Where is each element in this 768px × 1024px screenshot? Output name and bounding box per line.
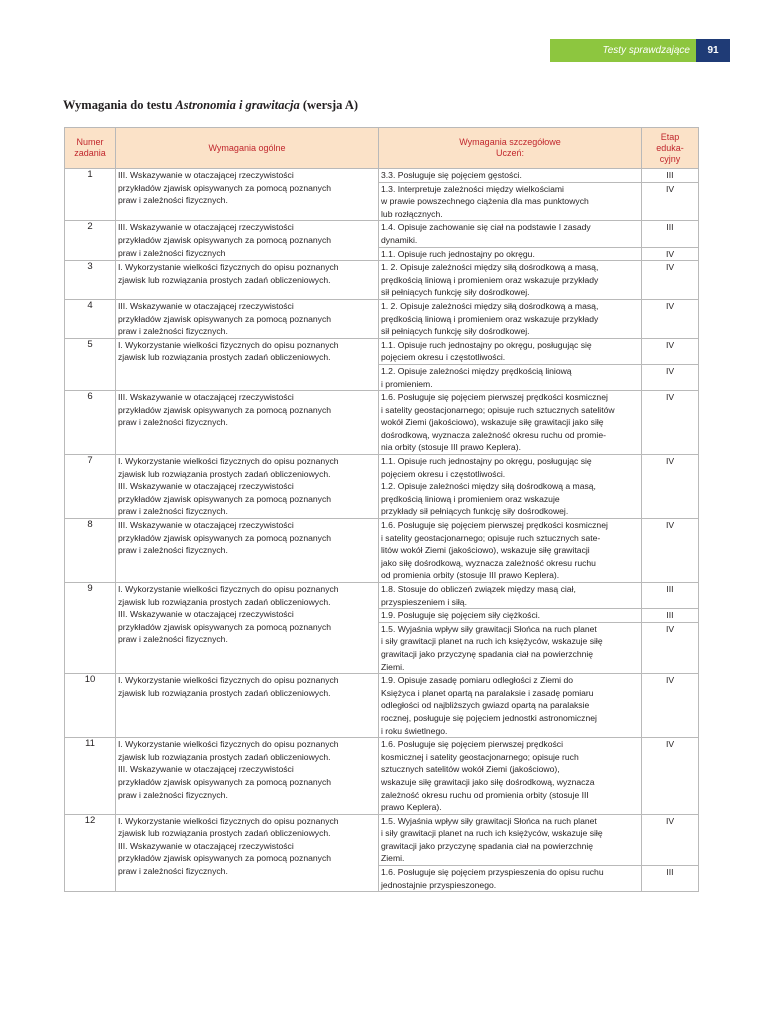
table-row <box>65 455 699 519</box>
specific-requirement <box>379 338 642 364</box>
general-requirement <box>116 583 379 674</box>
specific-requirement-line: 1.6. Posługuje się pojęciem przyspieszenia do opisu ruchu <box>381 867 604 878</box>
general-requirement-line: praw i zależności fizycznych. <box>118 634 228 645</box>
general-requirement-line: przykładów zjawisk opisywanych za pomocą poznanych <box>118 182 332 193</box>
specific-requirement-line: 1.5. Wyjaśnia wpływ siły grawitacji Słońca na ruch planet <box>381 815 597 826</box>
general-requirement-line: przykładów zjawisk opisywanych za pomocą poznanych <box>118 234 332 245</box>
col-header-specific: Wymagania szczegółowe Uczeń: <box>379 128 642 169</box>
specific-requirement-line: pojęciem okresu i częstotliwości. <box>381 352 506 363</box>
specific-requirement-line: litów wokół Ziemi (jakościowo), wskazuje siłę grawitacji <box>381 545 590 556</box>
page-number: 91 <box>696 39 730 62</box>
general-requirement-line: zjawisk lub rozwiązania prostych zadań obliczeniowych. <box>118 828 331 839</box>
specific-requirement <box>379 169 642 183</box>
table-body <box>65 169 699 892</box>
specific-requirement-line: prędkością liniową i promieniem oraz wskazuje przykłady <box>381 313 599 324</box>
specific-requirement-line: prędkością liniową i promieniem oraz wskazuje <box>381 493 560 504</box>
specific-requirement <box>379 814 642 865</box>
general-requirement-line: praw i zależności fizycznych. <box>118 545 228 556</box>
table-row <box>65 221 699 247</box>
specific-requirement-line: przyspieszeniem i siłą. <box>381 596 467 607</box>
table-row <box>65 338 699 364</box>
specific-requirement <box>379 261 642 300</box>
task-number: 5 <box>65 338 116 390</box>
education-stage: IV <box>642 182 699 221</box>
general-requirement <box>116 169 379 221</box>
section-label: Testy sprawdzające <box>550 39 696 62</box>
specific-requirement-line: przykłady sił pełniących funkcję siły dośrodkowej. <box>381 506 569 517</box>
specific-requirement-line: nia orbity (stosuje III prawo Keplera). <box>381 442 521 453</box>
education-stage: IV <box>642 519 699 583</box>
education-stage: III <box>642 583 699 609</box>
education-stage: IV <box>642 674 699 738</box>
general-requirement <box>116 814 379 892</box>
general-requirement <box>116 299 379 338</box>
specific-requirement-line: i siły grawitacji planet na ruch ich księżyców, wskazuje siłę <box>381 828 603 839</box>
col-header-stage: Etap eduka- cyjny <box>642 128 699 169</box>
general-requirement-line: zjawisk lub rozwiązania prostych zadań obliczeniowych. <box>118 274 331 285</box>
education-stage: IV <box>642 738 699 815</box>
general-requirement-line: praw i zależności fizycznych. <box>118 417 228 428</box>
specific-requirement-line: sztucznych satelitów wokół Ziemi (jakościowo), <box>381 764 560 775</box>
general-requirement-line: III. Wskazywanie w otaczającej rzeczywistości <box>118 520 294 531</box>
task-number: 7 <box>65 455 116 519</box>
general-requirement <box>116 519 379 583</box>
education-stage: III <box>642 169 699 183</box>
general-requirement-line: zjawisk lub rozwiązania prostych zadań obliczeniowych. <box>118 687 331 698</box>
specific-requirement-line: sił pełniących funkcję siły dośrodkowej. <box>381 326 530 337</box>
specific-requirement-line: pojęciem okresu i częstotliwości. <box>381 468 506 479</box>
specific-requirement <box>379 391 642 455</box>
specific-requirement-line: i satelity geostacjonarnego; opisuje ruch sztucznych satelitów <box>381 404 615 415</box>
specific-requirement-line: 1.6. Posługuje się pojęciem pierwszej prędkości kosmicznej <box>381 520 608 531</box>
general-requirement-line: III. Wskazywanie w otaczającej rzeczywistości <box>118 170 294 180</box>
specific-requirement-line: 1.6. Posługuje się pojęciem pierwszej prędkości kosmicznej <box>381 392 608 403</box>
specific-requirement <box>379 364 642 390</box>
general-requirement-line: przykładów zjawisk opisywanych za pomocą poznanych <box>118 776 332 787</box>
general-requirement-line: I. Wykorzystanie wielkości fizycznych do opisu poznanych <box>118 584 339 594</box>
col-header-general: Wymagania ogólne <box>116 128 379 169</box>
general-requirement <box>116 738 379 815</box>
table-row <box>65 391 699 455</box>
general-requirement-line: III. Wskazywanie w otaczającej rzeczywistości <box>118 609 294 620</box>
education-stage: IV <box>642 814 699 865</box>
general-requirement-line: III. Wskazywanie w otaczającej rzeczywistości <box>118 840 294 851</box>
general-requirement-line: przykładów zjawisk opisywanych za pomocą poznanych <box>118 532 332 543</box>
specific-requirement-line: i satelity geostacjonarnego; opisuje ruch sztucznych sate- <box>381 532 601 543</box>
table-row <box>65 583 699 609</box>
education-stage: IV <box>642 338 699 364</box>
specific-requirement <box>379 583 642 609</box>
table-row <box>65 299 699 338</box>
specific-requirement-line: 1.9. Opisuje zasadę pomiaru odległości z Ziemi do <box>381 675 574 686</box>
education-stage: IV <box>642 247 699 261</box>
specific-requirement-line: prawo Keplera). <box>381 802 442 813</box>
task-number: 11 <box>65 738 116 815</box>
task-number: 2 <box>65 221 116 261</box>
specific-requirement-line: 1.4. Opisuje zachowanie się ciał na podstawie I zasady <box>381 222 591 233</box>
specific-requirement <box>379 247 642 261</box>
education-stage: IV <box>642 455 699 519</box>
specific-requirement-line: sił pełniących funkcję siły dośrodkowej. <box>381 287 530 298</box>
general-requirement-line: przykładów zjawisk opisywanych za pomocą poznanych <box>118 404 332 415</box>
general-requirement-line: zjawisk lub rozwiązania prostych zadań obliczeniowych. <box>118 596 331 607</box>
specific-requirement-line: od promienia orbity (stosuje III prawo Keplera). <box>381 570 560 581</box>
table-row <box>65 674 699 738</box>
specific-requirement <box>379 299 642 338</box>
general-requirement-line: praw i zależności fizycznych. <box>118 326 228 337</box>
specific-requirement-line: 1.1. Opisuje ruch jednostajny po okręgu. <box>381 248 535 259</box>
education-stage: IV <box>642 299 699 338</box>
specific-requirement <box>379 866 642 892</box>
specific-requirement-line: odległości od najbliższych gwiazd opartą na paralaksie <box>381 700 590 711</box>
general-requirement-line: zjawisk lub rozwiązania prostych zadań obliczeniowych. <box>118 352 331 363</box>
specific-requirement-line: wskazuje siłę grawitacji jako siłę dośrodkową, wyznacza <box>381 776 595 787</box>
general-requirement-line: przykładów zjawisk opisywanych za pomocą poznanych <box>118 621 332 632</box>
specific-requirement <box>379 182 642 221</box>
specific-requirement-line: jako siłę dośrodkową, wyznacza zależność okresu ruchu <box>381 557 596 568</box>
specific-requirement-line: zależność okresu ruchu od promienia orbity (stosuje III <box>381 789 589 800</box>
requirements-table <box>64 127 699 892</box>
specific-requirement-line: jednostajnie przyspieszonego. <box>381 879 497 890</box>
specific-requirement <box>379 609 642 623</box>
education-stage: III <box>642 609 699 623</box>
task-number: 9 <box>65 583 116 674</box>
page-header-band <box>550 39 730 62</box>
specific-requirement <box>379 738 642 815</box>
general-requirement-line: I. Wykorzystanie wielkości fizycznych do opisu poznanych <box>118 739 339 750</box>
specific-requirement-line: 1. 2. Opisuje zależności między siłą dośrodkową a masą, <box>381 262 599 273</box>
table-row <box>65 738 699 815</box>
specific-requirement-line: Ziemi. <box>381 661 405 672</box>
general-requirement <box>116 674 379 738</box>
task-number: 12 <box>65 814 116 892</box>
specific-requirement-line: 1.8. Stosuje do obliczeń związek między masą ciał, <box>381 584 576 594</box>
general-requirement-line: praw i zależności fizycznych. <box>118 789 228 800</box>
general-requirement-line: praw i zależności fizycznych. <box>118 195 228 206</box>
education-stage: III <box>642 221 699 247</box>
education-stage: IV <box>642 391 699 455</box>
specific-requirement <box>379 519 642 583</box>
general-requirement-line: praw i zależności fizycznych. <box>118 866 228 877</box>
title-prefix: Wymagania do testu <box>63 98 176 112</box>
specific-requirement-line: kosmicznej i satelity geostacjonarnego; opisuje ruch <box>381 751 579 762</box>
specific-requirement-line: dynamiki. <box>381 234 418 245</box>
general-requirement <box>116 391 379 455</box>
specific-requirement <box>379 455 642 519</box>
specific-requirement-line: 1.1. Opisuje ruch jednostajny po okręgu, posługując się <box>381 456 592 467</box>
specific-requirement-line: 1.2. Opisuje zależności między prędkością liniową <box>381 365 572 376</box>
col-header-number: Numer zadania <box>65 128 116 169</box>
education-stage: III <box>642 866 699 892</box>
general-requirement-line: zjawisk lub rozwiązania prostych zadań obliczeniowych. <box>118 468 331 479</box>
specific-requirement-line: wokół Ziemi (jakościowo), wskazuje siłę grawitacji jako siłę <box>381 417 604 428</box>
specific-requirement-line: 3.3. Posługuje się pojęciem gęstości. <box>381 170 522 180</box>
table-row <box>65 169 699 183</box>
general-requirement-line: zjawisk lub rozwiązania prostych zadań obliczeniowych. <box>118 751 331 762</box>
general-requirement-line: I. Wykorzystanie wielkości fizycznych do opisu poznanych <box>118 815 339 826</box>
specific-requirement-line: prędkością liniową i promieniem oraz wskazuje przykłady <box>381 274 599 285</box>
specific-requirement-line: w prawie powszechnego ciążenia dla mas punktowych <box>381 196 589 207</box>
document-title <box>63 98 358 113</box>
specific-requirement-line: grawitacji jako przyczynę spadania ciał na powierzchnię <box>381 648 594 659</box>
table-header-row <box>65 128 699 169</box>
specific-requirement-line: 1.1. Opisuje ruch jednostajny po okręgu, posługując się <box>381 339 592 350</box>
specific-requirement-line: i siły grawitacji planet na ruch ich księżyców, wskazuje siłę <box>381 636 603 647</box>
task-number: 3 <box>65 261 116 300</box>
task-number: 10 <box>65 674 116 738</box>
general-requirement-line: przykładów zjawisk opisywanych za pomocą poznanych <box>118 313 332 324</box>
general-requirement-line: III. Wskazywanie w otaczającej rzeczywistości <box>118 222 294 233</box>
specific-requirement <box>379 622 642 673</box>
specific-requirement-line: i roku świetlnego. <box>381 725 448 736</box>
task-number: 4 <box>65 299 116 338</box>
education-stage: IV <box>642 622 699 673</box>
education-stage: IV <box>642 261 699 300</box>
general-requirement <box>116 261 379 300</box>
specific-requirement-line: i promieniem. <box>381 378 433 389</box>
general-requirement <box>116 455 379 519</box>
specific-requirement-line: Księżyca i planet opartą na paralaksie i zasadę pomiaru <box>381 687 594 698</box>
task-number: 8 <box>65 519 116 583</box>
general-requirement-line: przykładów zjawisk opisywanych za pomocą poznanych <box>118 493 332 504</box>
general-requirement-line: I. Wykorzystanie wielkości fizycznych do opisu poznanych <box>118 262 339 273</box>
specific-requirement-line: 1. 2. Opisuje zależności między siłą dośrodkową a masą, <box>381 300 599 311</box>
specific-requirement-line: 1.5. Wyjaśnia wpływ siły grawitacji Słońca na ruch planet <box>381 623 597 634</box>
table-row <box>65 261 699 300</box>
specific-requirement-line: grawitacji jako przyczynę spadania ciał na powierzchnię <box>381 840 594 851</box>
task-number: 1 <box>65 169 116 221</box>
general-requirement-line: III. Wskazywanie w otaczającej rzeczywistości <box>118 481 294 492</box>
specific-requirement-line: 1.2. Opisuje zależności między siłą dośrodkową a masą, <box>381 481 596 492</box>
general-requirement-line: I. Wykorzystanie wielkości fizycznych do opisu poznanych <box>118 675 339 686</box>
general-requirement-line: I. Wykorzystanie wielkości fizycznych do opisu poznanych <box>118 339 339 350</box>
specific-requirement-line: 1.6. Posługuje się pojęciem pierwszej prędkości <box>381 739 563 750</box>
general-requirement <box>116 221 379 261</box>
general-requirement-line: praw i zależności fizycznych <box>118 247 226 258</box>
specific-requirement <box>379 674 642 738</box>
specific-requirement-line: rocznej, posługuje się pojęciem jednostki astronomicznej <box>381 712 597 723</box>
task-number: 6 <box>65 391 116 455</box>
title-test-name: Astronomia i grawitacja <box>175 98 300 112</box>
education-stage: IV <box>642 364 699 390</box>
general-requirement-line: praw i zależności fizycznych. <box>118 506 228 517</box>
general-requirement <box>116 338 379 390</box>
specific-requirement-line: lub rozłącznych. <box>381 208 443 219</box>
general-requirement-line: III. Wskazywanie w otaczającej rzeczywistości <box>118 392 294 403</box>
general-requirement-line: przykładów zjawisk opisywanych za pomocą poznanych <box>118 853 332 864</box>
table-row <box>65 814 699 865</box>
general-requirement-line: III. Wskazywanie w otaczającej rzeczywistości <box>118 300 294 311</box>
specific-requirement-line: 1.3. Interpretuje zależności między wielkościami <box>381 183 564 194</box>
specific-requirement-line: Ziemi. <box>381 853 405 864</box>
specific-requirement <box>379 221 642 247</box>
specific-requirement-line: 1.9. Posługuje się pojęciem siły ciężkości. <box>381 610 541 621</box>
table-row <box>65 519 699 583</box>
general-requirement-line: I. Wykorzystanie wielkości fizycznych do opisu poznanych <box>118 456 339 467</box>
general-requirement-line: III. Wskazywanie w otaczającej rzeczywistości <box>118 764 294 775</box>
title-suffix: (wersja A) <box>299 98 359 112</box>
specific-requirement-line: dośrodkową, wyznacza zależność okresu ruchu od promie- <box>381 429 606 440</box>
